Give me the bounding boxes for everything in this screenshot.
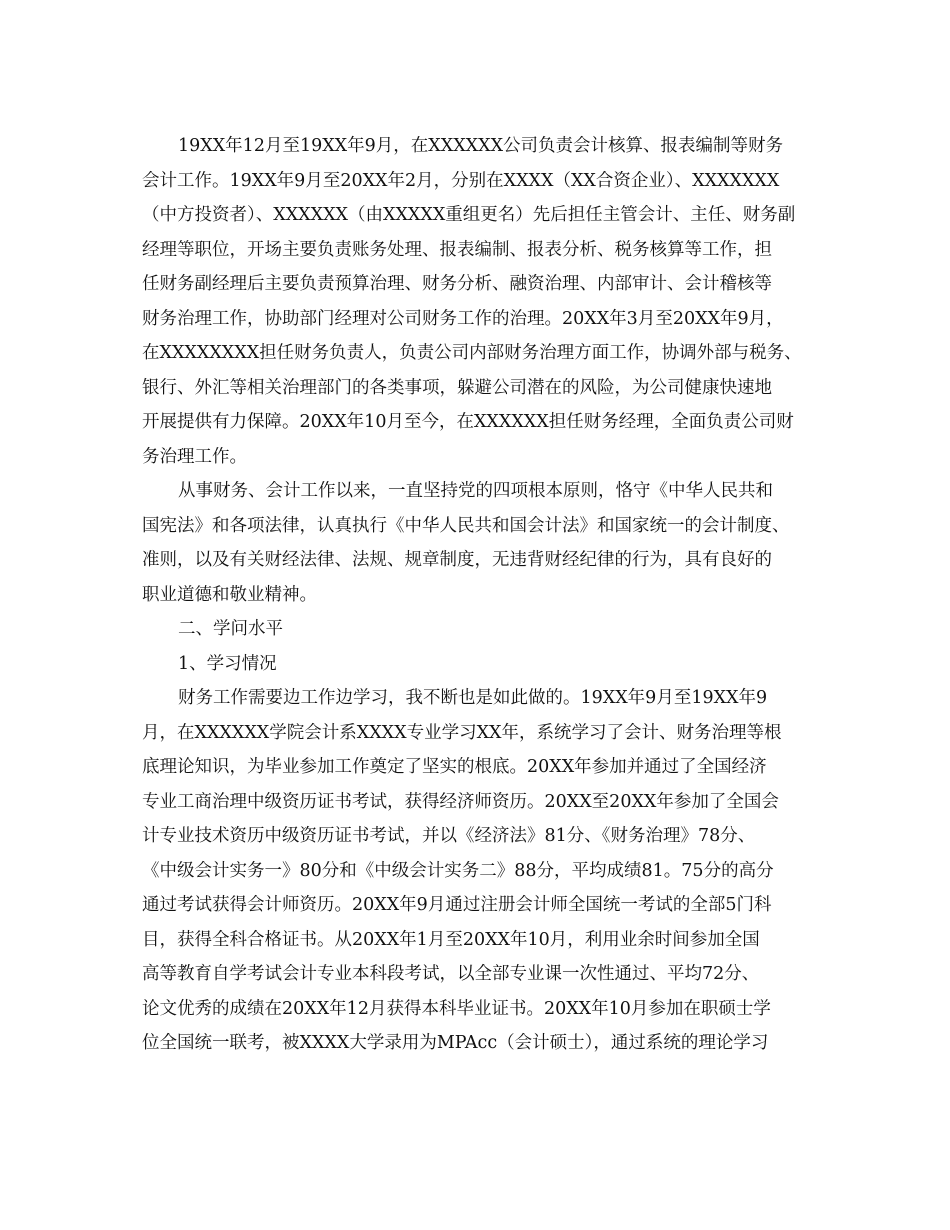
text-line: 19XX年12月至19XX年9月，在XXXXXX公司负责会计核算、报表编制等财务	[178, 136, 784, 156]
text-line: 底理论知识，为毕业参加工作奠定了坚实的根底。20XX年参加并通过了全国经济	[142, 757, 767, 777]
text-line: 财务工作需要边工作边学习，我不断也是如此做的。19XX年9月至19XX年9	[178, 688, 768, 708]
document-body	[142, 129, 832, 1061]
text-line: 财务治理工作，协助部门经理对公司财务工作的治理。20XX年3月至20XX年9月，	[142, 308, 784, 329]
text-line: 通过考试获得会计师资历。20XX年9月通过注册会计师全国统一考试的全部5门科	[142, 895, 772, 915]
text-line: 1、学习情况	[178, 653, 277, 674]
text-line: 位全国统一联考，被XXXX大学录用为MPAcc（会计硕士），通过系统的理论学习	[142, 1033, 769, 1053]
text-line: 职业道德和敬业精神。	[142, 584, 317, 605]
text-line: 目，获得全科合格证书。从20XX年1月至20XX年10月，利用业余时间参加全国	[142, 929, 760, 950]
text-line: 经理等职位，开场主要负责账务处理、报表编制、报表分析、税务核算等工作，担	[142, 239, 772, 260]
text-line: 在XXXXXXXX担任财务负责人，负责公司内部财务治理方面工作，协调外部与税务、	[142, 343, 802, 363]
text-line: 准则，以及有关财经法律、法规、规章制度，无违背财经纪律的行为，具有良好的	[142, 550, 772, 570]
text-line: 月，在XXXXXX学院会计系XXXX专业学习XX年，系统学习了会计、财务治理等根	[142, 722, 782, 743]
text-line: 务治理工作。	[142, 446, 247, 467]
text-line: （中方投资者）、XXXXXX（由XXXXX重组更名）先后担任主管会计、主任、财务副	[142, 205, 796, 225]
text-line: 二、学问水平	[178, 619, 283, 639]
text-line: 开展提供有力保障。20XX年10月至今，在XXXXXX担任财务经理，全面负责公司财	[142, 412, 794, 432]
text-line: 银行、外汇等相关治理部门的各类事项，躲避公司潜在的风险，为公司健康快速地	[142, 377, 772, 398]
text-line: 会计工作。19XX年9月至20XX年2月，分别在XXXX（XX合资企业）、XXXXXXX	[142, 170, 780, 191]
text-line: 任财务副经理后主要负责预算治理、财务分析、融资治理、内部审计、会计稽核等	[142, 274, 772, 294]
text-line: 国宪法》和各项法律，认真执行《中华人民共和国会计法》和国家统一的会计制度、	[142, 515, 790, 536]
text-line: 《中级会计实务一》80分和《中级会计实务二》88分，平均成绩81。75分的高分	[142, 860, 774, 881]
text-line: 论文优秀的成绩在20XX年12月获得本科毕业证书。20XX年10月参加在职硕士学	[142, 998, 771, 1019]
text-line: 专业工商治理中级资历证书考试，获得经济师资历。20XX至20XX年参加了全国会	[142, 791, 779, 812]
text-line: 高等教育自学考试会计专业本科段考试，以全部专业课一次性通过、平均72分、	[142, 964, 760, 984]
text-line: 计专业技术资历中级资历证书考试，并以《经济法》81分、《财务治理》78分、	[142, 826, 756, 846]
text-line: 从事财务、会计工作以来，一直坚持党的四项根本原则，恪守《中华人民共和	[178, 481, 773, 501]
